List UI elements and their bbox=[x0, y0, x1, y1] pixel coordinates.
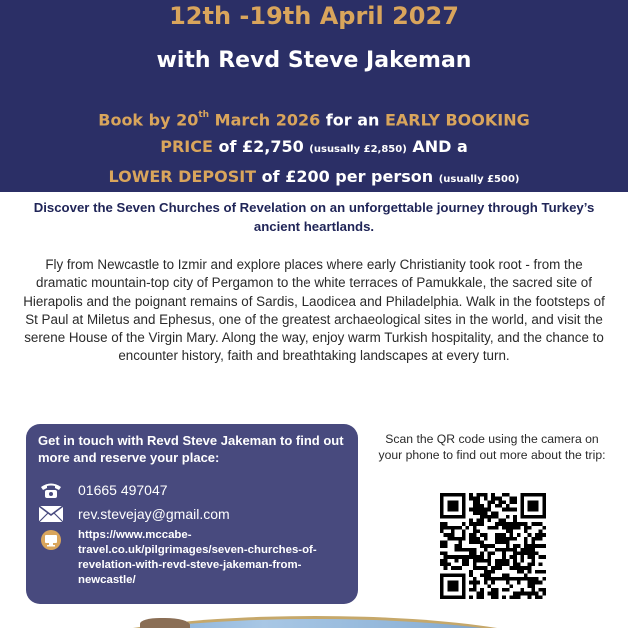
header-banner bbox=[0, 0, 628, 192]
landscape-photo-edge bbox=[60, 616, 570, 628]
phone-number[interactable]: 01665 497047 bbox=[78, 482, 168, 498]
usual-deposit: (usually £500) bbox=[438, 174, 520, 186]
email-row[interactable] bbox=[38, 504, 230, 524]
description-text: Fly from Newcastle to Izmir and explore places where early Christianity took root - from the dramatic mountain-top city of Pergamon to the white terraces of Pamukkale, the sacred site of Hierapolis and the poignant remains of Sardis, Laodicea and Philadelphia. Walk in the footsteps of St Paul at Miletus and Ephesus, one of the greatest archaeological sites in the world, and visit the serene House of the Virgin Mary. Along the way, enjoy warm Turkish hospitality, and the chance to encounter history, faith and breathtaking landscapes at every turn. bbox=[23, 257, 605, 364]
usual-price: (ususally £2,850) bbox=[309, 144, 407, 156]
march-text: March 2026 bbox=[209, 110, 321, 130]
deposit-value: of £200 per person bbox=[256, 167, 439, 187]
offer-line-3 bbox=[0, 163, 628, 193]
contact-box bbox=[26, 424, 358, 604]
offer-line-2 bbox=[0, 133, 628, 163]
price-label: PRICE bbox=[160, 137, 213, 157]
website-row[interactable] bbox=[38, 528, 328, 588]
phone-row[interactable] bbox=[38, 480, 168, 500]
tour-dates: 12th -19th April 2027 bbox=[169, 2, 459, 30]
ordinal-suffix: th bbox=[198, 110, 210, 120]
website-link[interactable]: https://www.mccabe-travel.co.uk/pilgrimages/seven-churches-of-revelation-with-revd-steve-jakeman-from-newcastle/ bbox=[78, 529, 317, 586]
intro-text: Discover the Seven Churches of Revelation on an unforgettable journey through Turkey’s ancient heartlands. bbox=[33, 200, 595, 234]
for-an-text: for an bbox=[320, 110, 385, 130]
early-booking-text: EARLY BOOKING bbox=[384, 110, 530, 130]
leader-line: with Revd Steve Jakeman bbox=[156, 48, 472, 73]
lower-deposit-label: LOWER DEPOSIT bbox=[108, 167, 257, 187]
book-by-text: Book by 20 bbox=[98, 110, 199, 130]
qr-instructions: Scan the QR code using the camera on your phone to find out more about the trip: bbox=[378, 432, 606, 462]
early-booking-offer bbox=[0, 104, 628, 193]
bottom-photo-strip bbox=[0, 606, 628, 628]
telephone-icon bbox=[38, 480, 64, 500]
qr-code[interactable] bbox=[440, 493, 546, 599]
price-value: of £2,750 bbox=[212, 137, 310, 157]
rock-formation bbox=[140, 618, 190, 628]
envelope-icon bbox=[38, 504, 64, 524]
email-address[interactable]: rev.stevejay@gmail.com bbox=[78, 506, 230, 522]
computer-monitor-icon bbox=[38, 530, 64, 550]
and-a-text: AND a bbox=[406, 137, 468, 157]
contact-heading: Get in touch with Revd Steve Jakeman to find out more and reserve your place: bbox=[38, 433, 344, 465]
offer-line-1 bbox=[0, 104, 628, 133]
